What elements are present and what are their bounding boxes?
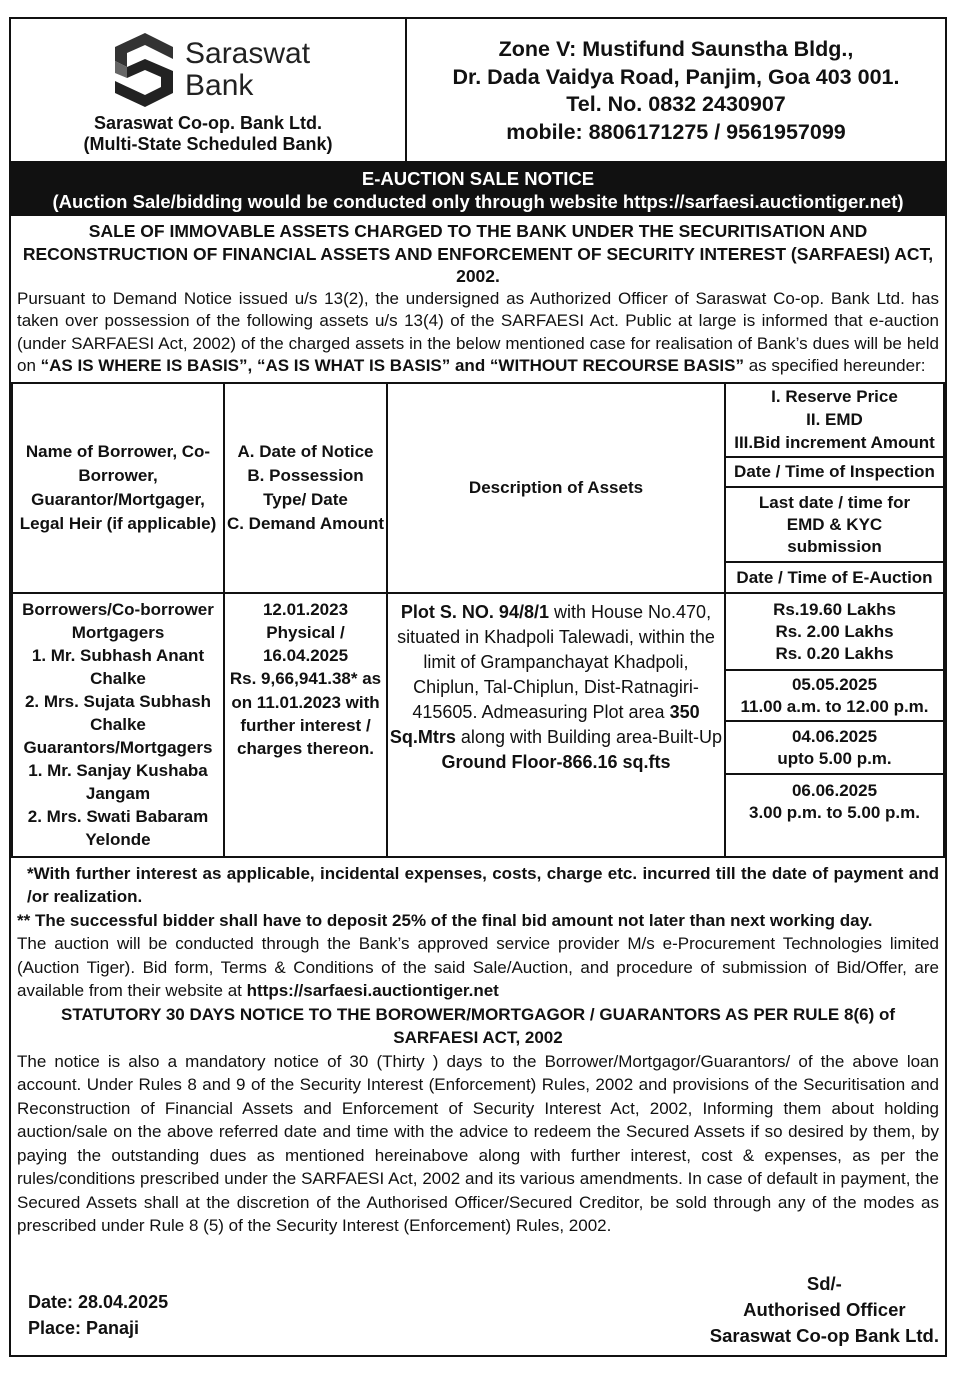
- auction-website-link: https://sarfaesi.auctiontiger.net: [246, 981, 499, 1000]
- asset-location: with House No.470, situated in Khadpoli Talewadi, within the limit of Grampanchayat Khadpoli, Chiplun, Tal-Chiplun, Dist-Ratnagiri-415605. Admeasuring Plot area: [397, 601, 715, 722]
- statutory-text: The notice is also a mandatory notice of 30 (Thirty ) days to the Borrower/Mortgagor/Guarantors/ of the above loan account. Under Rules 8 and 9 of the Security Interest (Enforcement) Rules, 2002 and provisions of the Securitisation and Reconstruction of Financial Assets and Enforcement of Security Interest Act, 2002, Informing them about holding auction/sale on the above referred date and time with the advice to redeem the Secured Assets if so desired by them, by paying the outstanding dues as mentioned hereinabove along with further interest, cost & expenses, as per the rules/conditions prescribed under the SARFAESI Act, 2002 and its various amendments. In case of default in payment, the Secured Assets shall at the discretion of the Authorised Officer/Secured Creditor, be sold through any of the modes as prescribed under Rule 8 (5) of the Security Interest (Enforcement) Rules, 2002.: [17, 1051, 939, 1235]
- borrowers-heading: Borrowers/Co-borrower Mortgagers: [22, 599, 214, 642]
- emd-last-date: 04.06.2025: [791, 726, 878, 746]
- header-possession: B. Possession Type/ Date: [247, 465, 364, 509]
- intro-tail: as specified hereunder:: [744, 356, 926, 375]
- header-inspection: Date / Time of Inspection: [726, 458, 943, 488]
- header-dates: [224, 383, 387, 593]
- bank-block: [11, 19, 407, 161]
- borrower-cell: [12, 593, 224, 857]
- header-eauction: Date / Time of E-Auction: [736, 567, 933, 587]
- dates-cell: [224, 593, 387, 857]
- address-line-1: Zone V: Mustifund Saunstha Bldg.,: [498, 37, 854, 61]
- notice-place: Place: Panaji: [28, 1318, 140, 1338]
- auction-table: [11, 382, 945, 858]
- header: [11, 19, 945, 163]
- reserve-price: Rs.19.60 Lakhs: [773, 599, 896, 619]
- header-borrower: Name of Borrower, Co-Borrower, Guarantor/Mortgager, Legal Heir (if applicable): [12, 383, 224, 593]
- notice: [9, 17, 947, 1357]
- statutory-title: STATUTORY 30 DAYS NOTICE TO THE BOROWER/MORTGAGOR / GUARANTORS AS PER RULE 8(6) of SARFAESI ACT, 2002: [60, 1004, 895, 1047]
- bank-logo: [113, 33, 310, 107]
- signature-sd: Sd/-: [806, 1273, 842, 1294]
- header-reserve-price: I. Reserve Price: [771, 386, 898, 406]
- header-notice-date: A. Date of Notice: [237, 441, 374, 461]
- address-mobile: mobile: 8806171275 / 9561957099: [506, 119, 846, 144]
- auction-date: 06.06.2025: [791, 780, 878, 800]
- bank-subtitle: (Multi-State Scheduled Bank): [83, 134, 333, 154]
- borrower-1: 1. Mr. Subhash Anant Chalke: [31, 645, 205, 688]
- building-area-text: along with Building area-Built-Up: [455, 726, 723, 747]
- notice-date: 12.01.2023: [262, 599, 349, 619]
- header-demand: C. Demand Amount: [226, 513, 385, 533]
- inspection-time: 11.00 a.m. to 12.00 p.m.: [740, 696, 929, 716]
- possession-date: Physical / 16.04.2025: [262, 622, 349, 666]
- guarantor-2: 2. Mrs. Swati Babaram Yelonde: [27, 806, 209, 849]
- banner-subtitle: (Auction Sale/bidding would be conducted only through website https://sarfaesi.auctiontiger.net): [52, 191, 904, 212]
- inspection-date: 05.05.2025: [791, 674, 878, 694]
- plot-number: Plot S. NO. 94/8/1: [400, 601, 549, 622]
- table-row: [12, 593, 944, 857]
- sale-title: SALE OF IMMOVABLE ASSETS CHARGED TO THE BANK UNDER THE SECURITISATION AND RECONSTRUCTION OF FINANCIAL ASSETS AND ENFORCEMENT OF SECURITY INTEREST (SARFAESI) ACT, 2002.: [22, 221, 934, 286]
- address-telephone: Tel. No. 0832 2430907: [566, 92, 786, 116]
- intro-basis: “AS IS WHERE IS BASIS”, “AS IS WHAT IS BASIS” and “WITHOUT RECOURSE BASIS”: [40, 356, 744, 375]
- note-auction-provider: [17, 932, 939, 1003]
- asset-description: [387, 593, 725, 857]
- pricing-cell: [725, 593, 944, 857]
- header-description: Description of Assets: [387, 383, 725, 593]
- intro-text: Pursuant to Demand Notice issued u/s 13(2), the undersigned as Authorized Officer of Saraswat Co-op. Bank Ltd. has taken over possession of the following assets u/s 13(4) of the SARFAESI Act. Public at large is informed that e-auction (under SARFAESI Act, 2002) of the charged assets in the below mentioned case for realisation of Bank’s dues will be held on: [17, 288, 939, 375]
- emd-last-time: upto 5.00 p.m.: [777, 748, 892, 768]
- authorised-officer: Authorised Officer: [743, 1299, 906, 1320]
- borrower-2: 2. Mrs. Sujata Subhash Chalke: [24, 691, 212, 734]
- note-provider-text: The auction will be conducted through the Bank’s approved service provider M/s e-Procurement Technologies limited (Auction Tiger). Bid form, Terms & Conditions of the said Sale/Auction, and procedure of submission of Bid/Offer, are available from their website at: [17, 934, 939, 1000]
- emd-amount: Rs. 2.00 Lakhs: [775, 621, 894, 641]
- banner-title: E-AUCTION SALE NOTICE: [361, 168, 595, 189]
- notice-date-footer: Date: 28.04.2025: [28, 1292, 169, 1312]
- built-up-area: Ground Floor-866.16 sq.fts: [441, 751, 671, 772]
- header-pricing: [725, 383, 944, 593]
- intro-paragraph: [11, 288, 945, 378]
- guarantor-1: 1. Mr. Sanjay Kushaba Jangam: [28, 760, 208, 803]
- notes-section: [11, 858, 945, 1238]
- bank-name: Saraswat Co-op. Bank Ltd.: [93, 113, 323, 133]
- logo-text-line2: Bank: [185, 69, 254, 102]
- bid-increment: Rs. 0.20 Lakhs: [775, 643, 894, 663]
- address-line-2: Dr. Dada Vaidya Road, Panjim, Goa 403 001.: [452, 64, 900, 89]
- header-emd: II. EMD: [806, 409, 863, 429]
- auction-time: 3.00 p.m. to 5.00 p.m.: [748, 802, 920, 822]
- table-header-row: [12, 383, 944, 593]
- zone-address: [407, 19, 945, 161]
- saraswat-logo-icon: [113, 33, 175, 107]
- header-bid-increment: III.Bid increment Amount: [734, 432, 935, 452]
- signatory-bank: Saraswat Co-op Bank Ltd.: [709, 1325, 939, 1346]
- note-deposit: ** The successful bidder shall have to deposit 25% of the final bid amount not later than next working day.: [17, 910, 873, 930]
- logo-text-line1: Saraswat: [185, 37, 311, 70]
- guarantors-heading: Guarantors/Mortgagers: [23, 737, 213, 757]
- demand-amount: Rs. 9,66,941.38* as on 11.01.2023 with further interest / charges thereon.: [229, 669, 382, 759]
- header-emd-last-date: Last date / time for EMD & KYC submission: [726, 488, 943, 563]
- plot-area: 350 Sq.Mtrs: [389, 701, 700, 747]
- note-interest: *With further interest as applicable, incidental expenses, costs, charge etc. incurred till the date of payment and /or realization.: [27, 863, 939, 906]
- footer: [11, 1271, 945, 1355]
- notice-banner: [11, 163, 945, 216]
